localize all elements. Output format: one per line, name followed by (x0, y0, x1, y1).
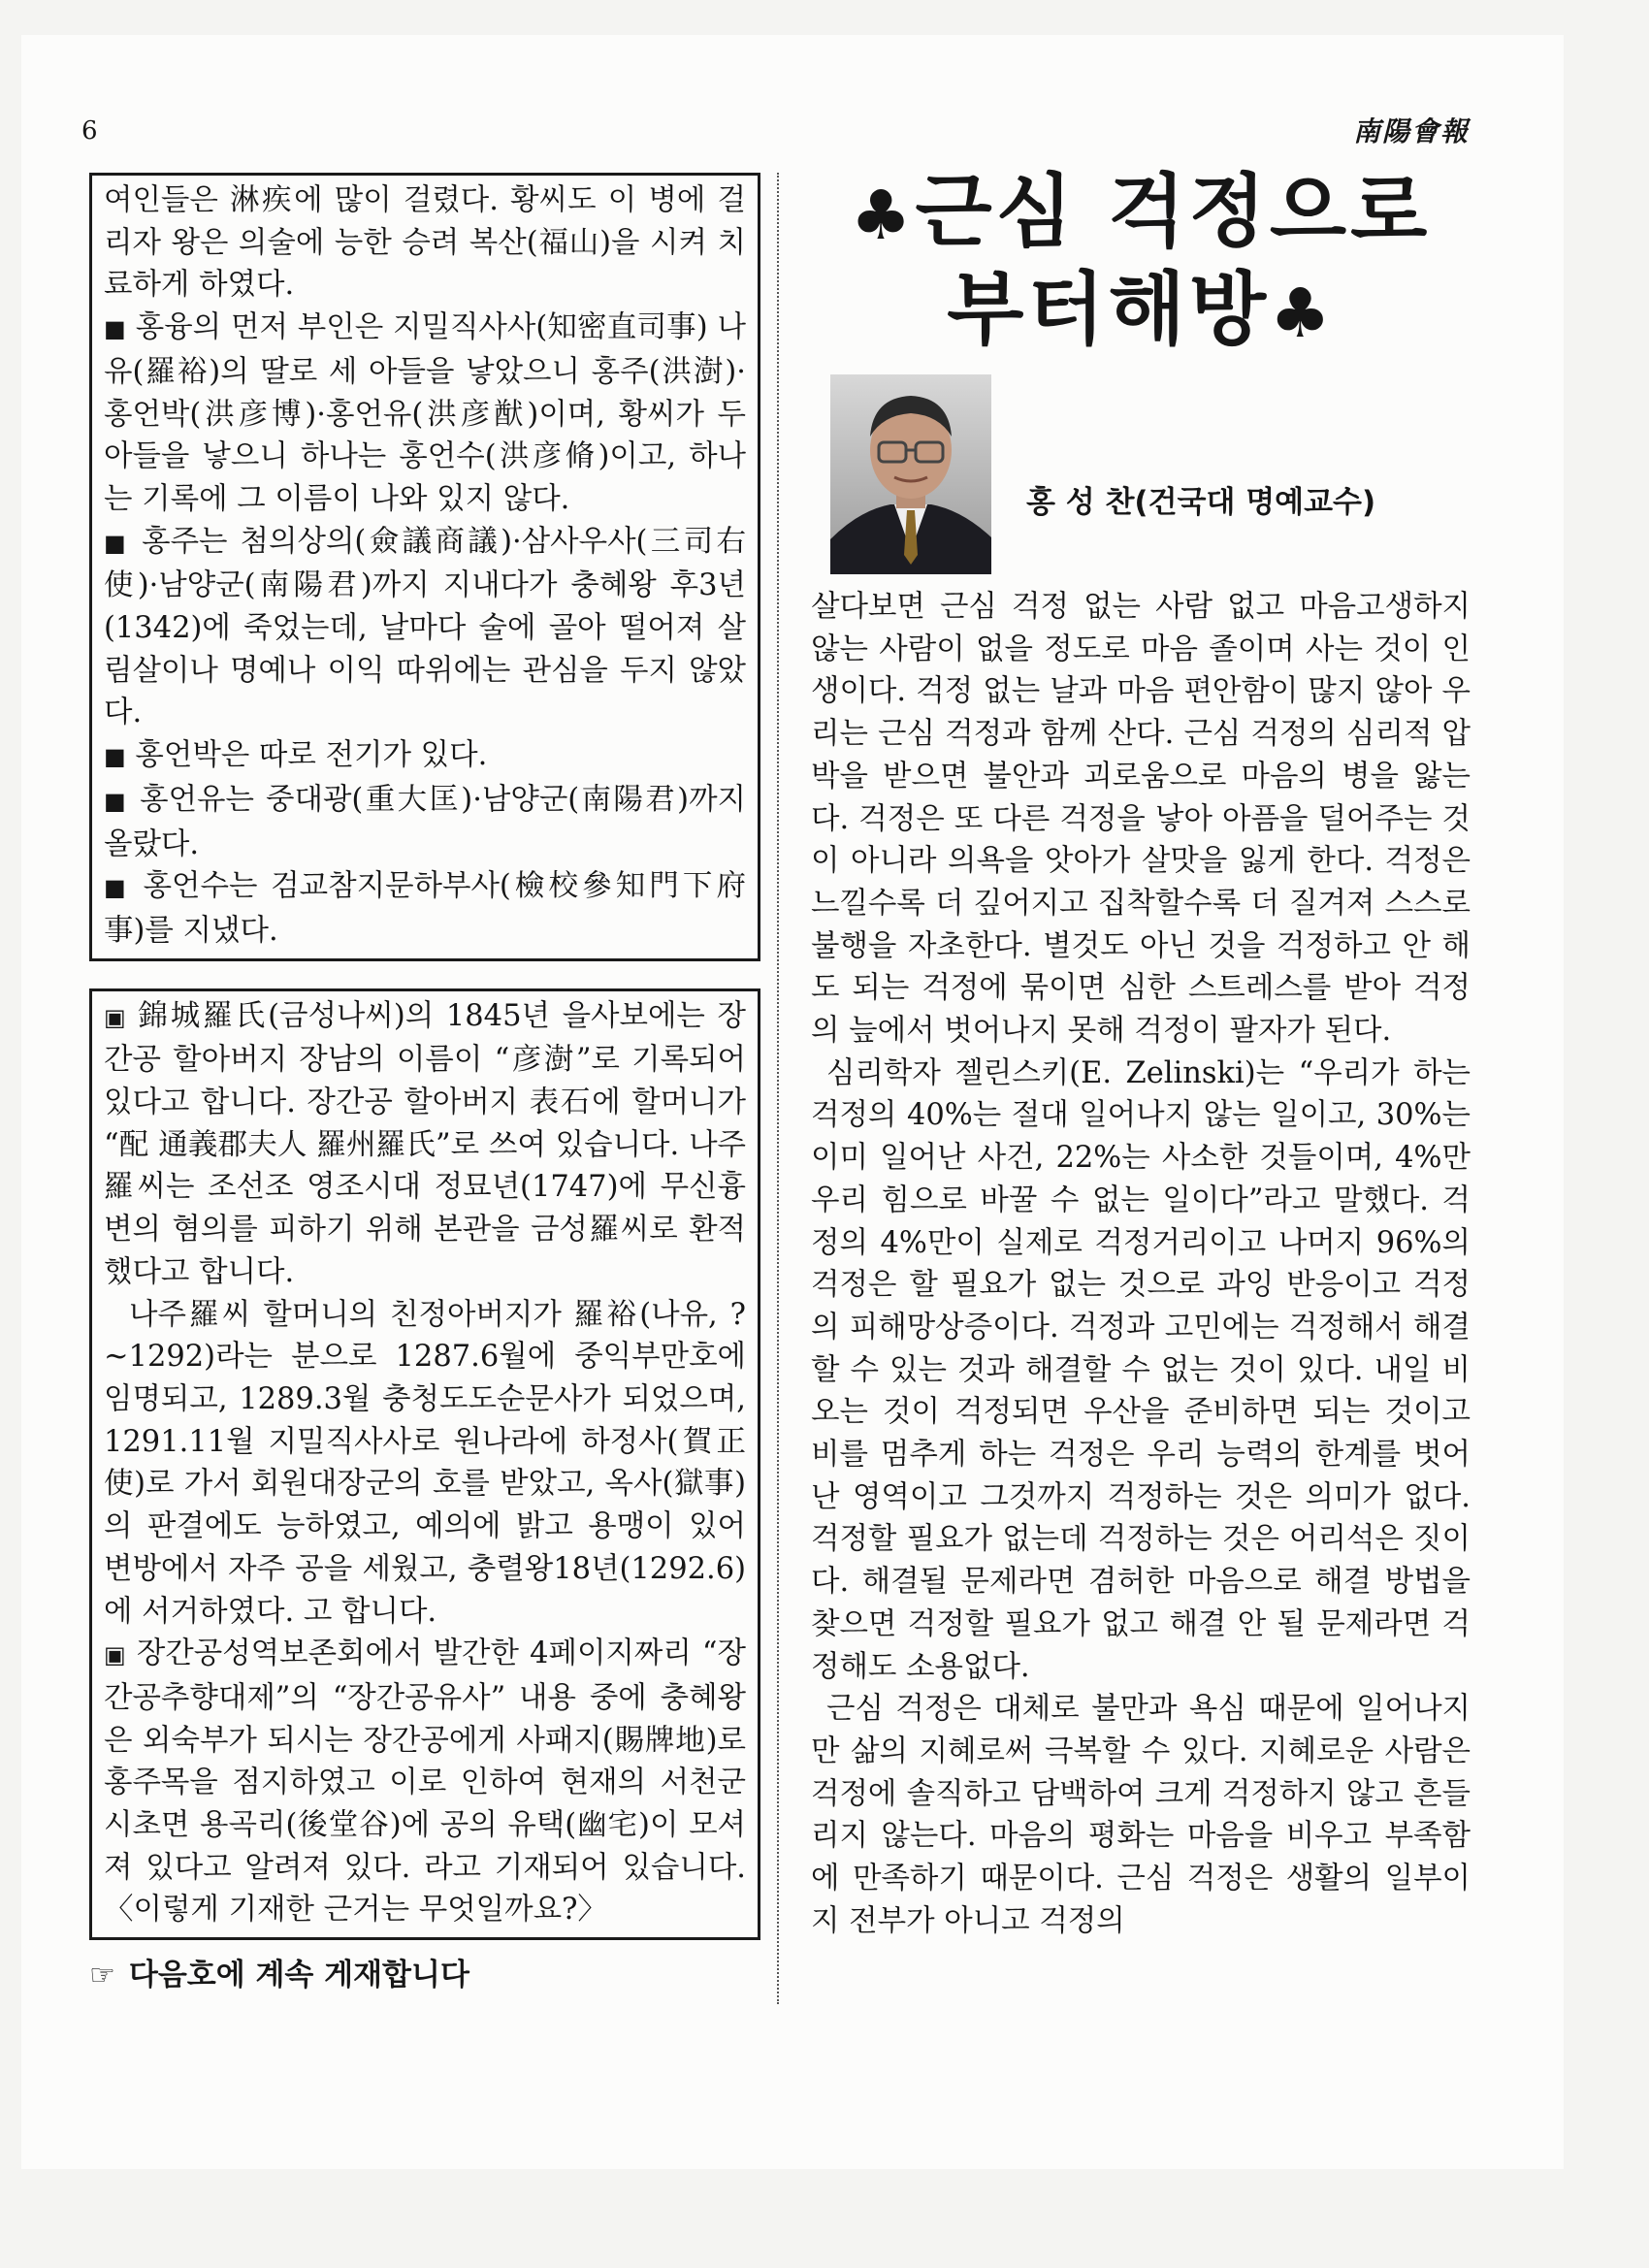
author-name: 홍 성 찬(건국대 명예교수) (1026, 485, 1376, 520)
club-suit-icon: ♣ (850, 176, 916, 255)
bullet-text: 홍언유는 중대광(重大匡)·남양군(南陽君)까지 올랐다. (104, 782, 746, 861)
title-line (811, 165, 1471, 263)
bullet-text: 홍주는 첨의상의(僉議商議)·삼사우사(三司右使)·남양군(南陽君)까지 지내다가 충혜왕 후3년(1342)에 죽었는데, 날마다 술에 골아 떨어져 살림살이나 명예나 이익 따위에는 관심을 두지 않았다. (104, 524, 746, 730)
genealogy-box (89, 173, 760, 961)
boxed-square-icon: ▣ (104, 1641, 126, 1669)
bullet-item (104, 779, 746, 865)
square-bullet-icon: ■ (104, 743, 126, 771)
square-bullet-icon: ■ (104, 315, 126, 343)
title-text: 부터해방 (947, 264, 1271, 356)
article-paragraph: 심리학자 젤린스키(E. Zelinski)는 “우리가 하는 걱정의 40%는 절대 일어나지 않는 일이고, 30%는 이미 일어난 사건, 22%는 사소한 것들이며, 4%만 우리 힘으로 바꿀 수 없는 일이다”라고 말했다. 걱정의 4%만이 실제로 걱정거리이고 나머지 96%의 걱정은 할 필요가 없는 것으로 과잉 반응이고 걱정의 피해망상증이다. 걱정과 고민에는 걱정해서 해결할 수 있는 것과 해결할 수 없는 것이 있다. 내일 비 오는 것이 걱정되면 우산을 준비하면 되는 것이고 비를 멈추게 하는 걱정은 우리 능력의 한계를 벗어난 영역이고 그것까지 걱정하는 것은 의미가 없다. 걱정할 필요가 없는데 걱정하는 것은 어리석은 짓이다. 해결될 문제라면 겸허한 마음으로 해결 방법을 찾으면 걱정할 필요가 없고 해결 안 될 문제라면 걱정해도 소용없다. (811, 1055, 1471, 1684)
square-bullet-icon: ■ (104, 874, 130, 902)
bullet-item (104, 734, 746, 779)
bullet-item (104, 521, 746, 735)
note-paragraph: 나주羅씨 할머니의 친정아버지가 羅裕(나유, ?~1292)라는 분으로 1287.6월에 중익부만호에 임명되고, 1289.3월 충청도도순문사가 되었으며, 1291.11월 지밀직사사로 원나라에 하정사(賀正使)로 가서 회원대장군의 호를 받았고, 옥사(獄事)의 판결에도 능하였고, 예의에 밝고 용맹이 있어 변방에서 자주 공을 세웠고, 충렬왕18년(1292.6)에 서거하였다. 고 합니다. (104, 1297, 746, 1629)
continued-text: 다음호에 계속 게재합니다 (128, 1958, 469, 1993)
bullet-item (104, 865, 746, 952)
square-bullet-icon: ■ (104, 529, 130, 557)
author-photo (830, 374, 991, 574)
box-paragraph: 여인들은 淋疾에 많이 걸렸다. 황씨도 이 병에 걸리자 왕은 의술에 능한 승려 복산(福山)을 시켜 치료하게 하였다. (104, 183, 746, 303)
note-paragraph (104, 995, 746, 1294)
page-number: 6 (81, 116, 98, 146)
article-paragraph: 살다보면 근심 걱정 없는 사람 없고 마음고생하지 않는 사람이 없을 정도로 마음 졸이며 사는 것이 인생이다. 걱정 없는 날과 마음 편안함이 많지 않아 우리는 근심 걱정과 함께 산다. 근심 걱정의 심리적 압박을 받으면 불안과 괴로움으로 마음의 병을 앓는다. 걱정은 또 다른 걱정을 낳아 아픔을 덜어주는 것이 아니라 의욕을 앗아가 살맛을 잃게 한다. 걱정은 느낄수록 더 깊어지고 집착할수록 더 질겨져 스스로 불행을 자초한다. 별것도 아닌 것을 걱정하고 안 해도 되는 걱정에 묶이면 심한 스트레스를 받아 걱정의 늪에서 벗어나지 못해 걱정이 팔자가 된다. (811, 590, 1471, 1049)
editor-note-box (89, 988, 760, 1940)
title-text: 근심 걱정으로 (915, 166, 1432, 258)
pointing-hand-icon: ☞ (89, 1959, 115, 1993)
article-body (811, 586, 1471, 1943)
left-column (89, 173, 760, 1993)
square-bullet-icon: ■ (104, 787, 129, 815)
note-text: 錦城羅氏(금성나씨)의 1845년 을사보에는 장간공 할아버지 장남의 이름이 “彦澍”로 기록되어 있다고 합니다. 장간공 할아버지 表石에 할머니가 “配 通義郡夫人 羅州羅氏”로 쓰여 있습니다. 나주羅씨는 조선조 영조시대 정묘년(1747)에 무신흉변의 혐의를 피하기 위해 본관을 금성羅씨로 환적했다고 합니다. (104, 998, 746, 1289)
byline (811, 374, 1471, 586)
article-column (811, 165, 1471, 1943)
club-suit-icon: ♣ (1270, 274, 1335, 353)
newsletter-masthead: 南陽會報 (1353, 115, 1471, 147)
bullet-item (104, 307, 746, 521)
bullet-text: 홍언수는 검교참지문하부사(檢校參知門下府事)를 지냈다. (104, 869, 746, 948)
article-paragraph: 근심 걱정은 대체로 불만과 욕심 때문에 일어나지만 삶의 지혜로써 극복할 수 있다. 지혜로운 사람은 걱정에 솔직하고 담백하여 크게 걱정하지 않고 흔들리지 않는다. 마음의 평화는 마음을 비우고 부족함에 만족하기 때문이다. 근심 걱정은 생활의 일부이지 전부가 아니고 걱정의 (811, 1692, 1471, 1938)
title-line (811, 263, 1471, 361)
note-text: 장간공성역보존회에서 발간한 4페이지짜리 “장간공추향대제”의 “장간공유사” 내용 중에 충혜왕은 외숙부가 되시는 장간공에게 사패지(賜牌地)로 홍주목을 점지하였고 이로 인하여 현재의 서천군 시초면 용곡리(後堂谷)에 공의 유택(幽宅)이 모셔져 있다고 알려져 있다. 라고 기재되어 있습니다. 〈이렇게 기재한 근거는 무엇일까요?〉 (104, 1636, 746, 1928)
continued-notice (89, 1950, 760, 1993)
bullet-text: 홍언박은 따로 전기가 있다. (135, 738, 488, 773)
article-title (811, 165, 1471, 361)
note-paragraph (104, 1633, 746, 1931)
boxed-square-icon: ▣ (104, 1003, 126, 1031)
column-divider (777, 173, 779, 2004)
bullet-text: 홍융의 먼저 부인은 지밀직사사(知密直司事) 나유(羅裕)의 딸로 세 아들을 낳았으니 홍주(洪澍)·홍언박(洪彦博)·홍언유(洪彦猷)이며, 황씨가 두 아들을 낳으니 하나는 홍언수(洪彦脩)이고, 하나는 기록에 그 이름이 나와 있지 않다. (104, 310, 746, 516)
